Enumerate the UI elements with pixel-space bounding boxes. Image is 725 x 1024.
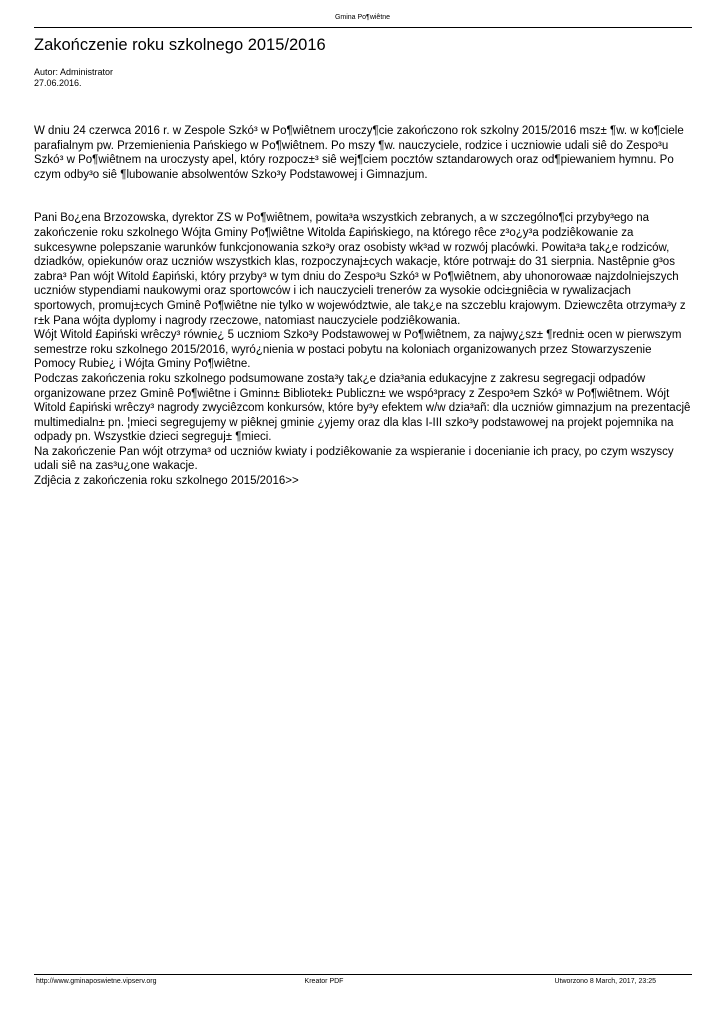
paragraph-welcome: Pani Bo¿ena Brzozowska, dyrektor ZS w Po¶wiêtnem, powita³a wszystkich zebranych, a w szczególno¶ci przyby³ego na zakończenie roku szkolnego Wójta Gminy Po¶wiêtne Witolda £apińskiego, na którego rêce z³o¿y³a podziêkowanie za sukcesywne polepszanie warunków funkcjonowania szko³y oraz osobisty wk³ad w rozwój placówki. Powita³a tak¿e rodziców, dziadków, opiekunów oraz uczniów wszystkich klas, rozpoczynaj±cych wakacje, które potrwaj± do 31 sierpnia. Nastêpnie g³os zabra³ Pan wójt Witold £apiński, który przyby³ w tym dniu do Zespo³u Szkó³ w Po¶wiêtnem, aby uhonorowaæ najzdolniejszych uczniów stypendiami naukowymi oraz sportowców i ich nauczycieli trenerów za wysokie odci±gniêcia w rywalizacjach sportowych, promuj±cych Gminê Po¶wiêtne nie tylko w województwie, ale tak¿e na szczeblu krajowym. Dziewczêta otrzyma³y z r±k Pana wójta dyplomy i nagrody rzeczowe, natomiast nauczyciele podziêkowania. — [34, 212, 686, 327]
footer-divider — [34, 974, 692, 975]
gallery-link[interactable]: Zdjêcia z zakończenia roku szkolnego 2015/2016>> — [34, 475, 299, 488]
paragraph-closing: Na zakończenie Pan wójt otrzyma³ od uczniów kwiaty i podziêkowanie za wspieranie i docenianie ich pracy, po czym wszyscy udali siê na zas³u¿one wakacje. — [34, 445, 674, 473]
footer-generator: Kreator PDF — [304, 978, 344, 985]
publish-date: 27.06.2016. — [34, 78, 82, 88]
footer-url[interactable]: http://www.gminaposwietne.vipserv.org — [36, 978, 157, 985]
author-line: Autor: Administrator — [34, 67, 114, 77]
article-meta — [34, 67, 113, 89]
paragraph-recycling: Podczas zakończenia roku szkolnego podsumowane zosta³y tak¿e dzia³ania edukacyjne z zakresu segregacji odpadów organizowane przez Gminê Po¶wiêtne i Gminn± Bibliotek± Publiczn± we wspó³pracy z Zespo³em Szkó³ w Po¶wiêtnem. Wójt Witold £apiński wrêczy³ nagrody zwyciêzcom konkursów, które by³y efektem w/w dzia³añ: dla uczniów gimnazjum na prezentacjê multimedialn± pn. ¦mieci segregujemy w piêknej gminie ¿yjemy oraz dla klas I-III szko³y podstawowej na projekt pojemnika na odpady pn. Wszystkie dzieci segreguj± ¶mieci. — [34, 372, 691, 444]
article-title: Zakończenie roku szkolnego 2015/2016 — [34, 36, 326, 54]
footer-created: Utworzono 8 March, 2017, 23:25 — [554, 978, 656, 985]
paragraph-awards: Wójt Witold £apiński wrêczy³ równie¿ 5 uczniom Szko³y Podstawowej w Po¶wiêtnem, za najwy¿sz± ¶redni± ocen w pierwszym semestrze roku szkolnego 2015/2016, wyró¿nienia w postaci pobytu na koloniach organizowanych przez Stowarzyszenie Pomocy Rubie¿ i Wójta Gminy Po¶wiêtne. — [34, 329, 682, 371]
header-divider — [34, 27, 692, 28]
article-body — [34, 124, 694, 489]
page-header: Gmina Po¶wiêtne — [334, 14, 391, 21]
paragraph-intro: W dniu 24 czerwca 2016 r. w Zespole Szkó³ w Po¶wiêtnem uroczy¶cie zakończono rok szkolny 2015/2016 msz± ¶w. w ko¶ciele parafialnym pw. Przemienienia Pańskiego w Po¶wiêtnem. Po mszy ¶w. nauczyciele, rodzice i uczniowie udali siê do Zespo³u Szkó³ w Po¶wiêtnem na uroczysty apel, który rozpocz±³ siê wej¶ciem pocztów sztandarowych oraz od¶piewaniem hymnu. Po czym odby³o siê ¶lubowanie absolwentów Szko³y Podstawowej i Gimnazjum. — [34, 125, 684, 181]
